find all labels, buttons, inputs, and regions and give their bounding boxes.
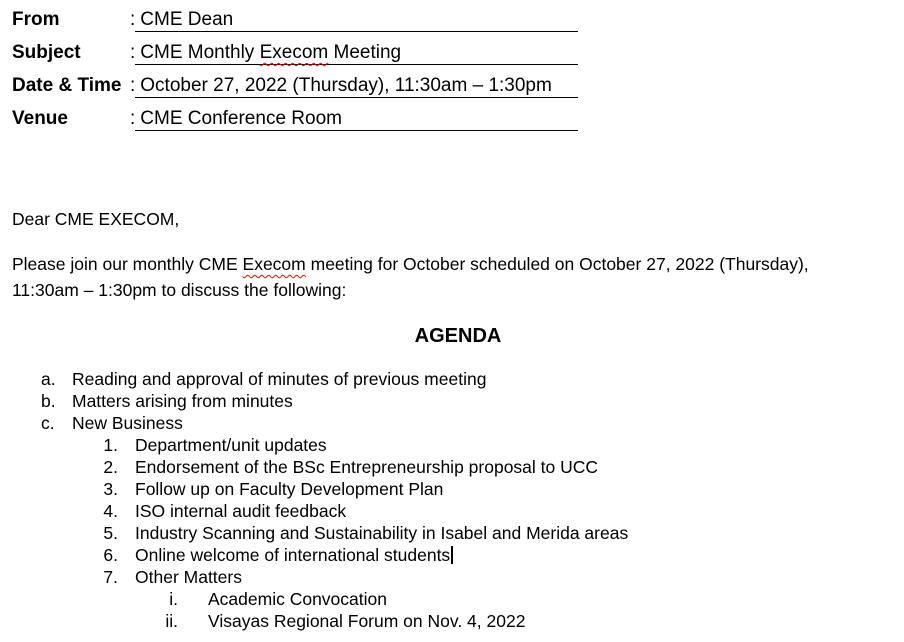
- list-item-text: Other Matters: [135, 567, 242, 587]
- agenda-heading: AGENDA: [414, 325, 502, 347]
- field-colon: :: [130, 9, 136, 30]
- field-value-from[interactable]: [135, 9, 578, 32]
- list-marker: 1.: [103, 435, 118, 455]
- field-value-subject[interactable]: [135, 42, 578, 65]
- field-colon: :: [130, 108, 136, 129]
- list-item-text: Endorsement of the BSc Entrepreneurship proposal to UCC: [135, 457, 599, 477]
- list-marker: ii.: [165, 611, 178, 631]
- list-marker: 5.: [103, 523, 118, 543]
- list-item[interactable]: [12, 566, 904, 588]
- list-item-text: Matters arising from minutes: [72, 391, 293, 411]
- list-item[interactable]: [12, 412, 904, 434]
- field-value-text: Meeting: [328, 42, 402, 63]
- field-value-venue[interactable]: [135, 108, 578, 131]
- list-item-text: Visayas Regional Forum on Nov. 4, 2022: [208, 611, 526, 631]
- document-content[interactable]: [12, 9, 904, 632]
- list-item[interactable]: [12, 544, 904, 566]
- field-label-venue: Venue: [12, 108, 68, 129]
- list-item[interactable]: [12, 368, 904, 390]
- body-paragraph[interactable]: [12, 251, 904, 303]
- list-item-text: ISO internal audit feedback: [135, 501, 347, 521]
- misspelled-word: Execom: [242, 254, 306, 274]
- list-item[interactable]: [12, 610, 904, 632]
- list-item-text: Follow up on Faculty Development Plan: [135, 479, 444, 499]
- list-item-text: [135, 544, 453, 566]
- list-marker: 2.: [103, 457, 118, 477]
- text-cursor-caret: [451, 546, 453, 564]
- list-item-text: Department/unit updates: [135, 435, 327, 455]
- field-label-from: From: [12, 9, 60, 30]
- list-marker: 4.: [103, 501, 118, 521]
- list-item-text: Industry Scanning and Sustainability in Isabel and Merida areas: [135, 523, 629, 543]
- list-marker: 3.: [103, 479, 118, 499]
- list-item[interactable]: [12, 390, 904, 412]
- field-colon: :: [130, 42, 136, 63]
- paragraph-text: Please join our monthly CME: [12, 254, 243, 274]
- list-item[interactable]: [12, 434, 904, 456]
- list-item-text: Academic Convocation: [208, 589, 387, 609]
- field-value-text: CME Dean: [140, 9, 234, 30]
- field-row-subject[interactable]: [12, 42, 904, 65]
- greeting-line[interactable]: Dear CME EXECOM,: [12, 209, 180, 229]
- field-label-date-time: Date & Time: [12, 75, 122, 96]
- field-value-date-time[interactable]: [135, 75, 578, 98]
- list-marker: b.: [41, 391, 56, 411]
- field-value-text: October 27, 2022 (Thursday), 11:30am – 1:30pm: [140, 75, 552, 96]
- paragraph-line-2[interactable]: 11:30am – 1:30pm to discuss the following:: [12, 280, 347, 300]
- field-row-date-time[interactable]: [12, 75, 904, 98]
- list-marker: a.: [41, 369, 56, 389]
- list-item-text: Reading and approval of minutes of previous meeting: [72, 369, 487, 389]
- list-item[interactable]: [12, 478, 904, 500]
- list-marker: c.: [41, 413, 55, 433]
- field-row-from[interactable]: [12, 9, 904, 32]
- field-label-subject: Subject: [12, 42, 81, 63]
- paragraph-line-1[interactable]: [12, 251, 904, 277]
- list-item[interactable]: [12, 456, 904, 478]
- agenda-list[interactable]: [12, 368, 904, 632]
- list-item[interactable]: [12, 522, 904, 544]
- list-item-text: New Business: [72, 413, 183, 433]
- paragraph-text: meeting for October scheduled on October 27, 2022 (Thursday),: [305, 254, 809, 274]
- list-item[interactable]: [12, 588, 904, 610]
- misspelled-word: Execom: [259, 42, 329, 63]
- list-marker: 7.: [103, 567, 118, 587]
- field-value-text: CME Monthly: [140, 42, 260, 63]
- list-marker: 6.: [103, 545, 118, 565]
- field-row-venue[interactable]: [12, 108, 904, 131]
- field-colon: :: [130, 75, 136, 96]
- list-marker: i.: [169, 589, 178, 609]
- list-item[interactable]: [12, 500, 904, 522]
- field-value-text: CME Conference Room: [140, 108, 342, 129]
- list-item-text: Online welcome of international students: [135, 545, 451, 565]
